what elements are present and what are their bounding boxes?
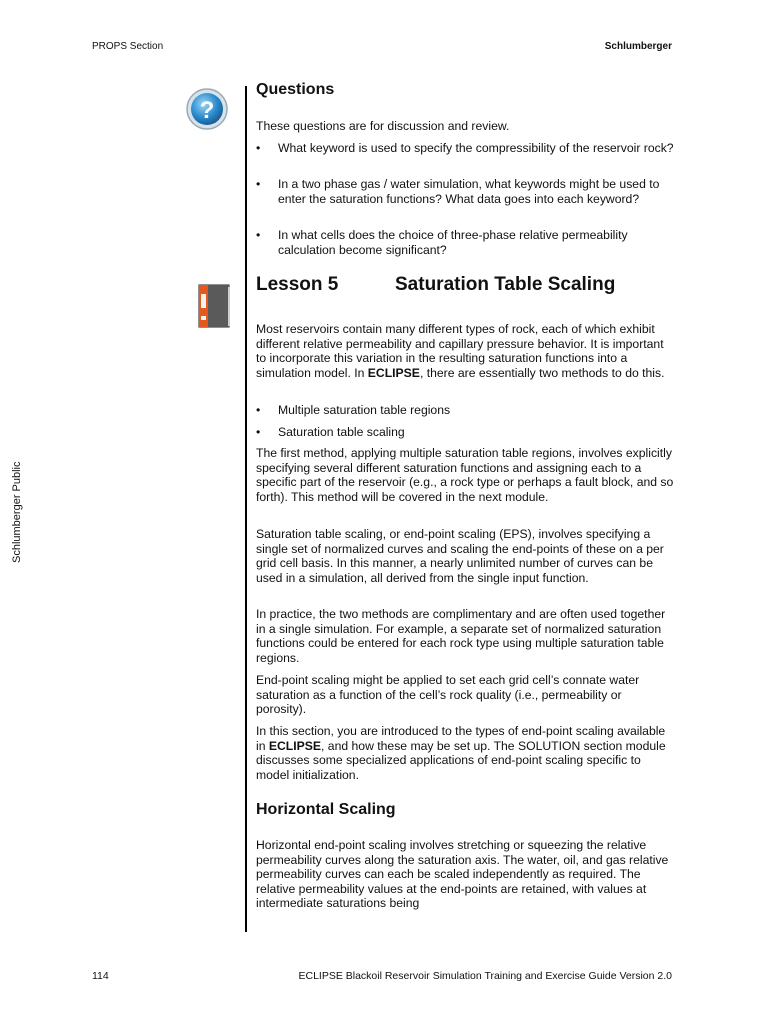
section-eclipse: ECLIPSE xyxy=(268,738,322,753)
intro-eclipse: ECLIPSE xyxy=(367,365,420,380)
questions-intro: These questions are for discussion and review. xyxy=(256,119,510,133)
side-label: Schlumberger Public xyxy=(11,461,23,563)
lesson-title: Saturation Table Scaling xyxy=(395,274,616,295)
lesson-number: Lesson 5 xyxy=(256,274,339,295)
book-icon xyxy=(195,282,233,330)
intro-text-end: , there are essentially two methods to do this. xyxy=(419,365,665,380)
lesson-intro xyxy=(256,322,674,380)
header-section: PROPS Section xyxy=(92,41,164,52)
question-mark-icon xyxy=(185,87,229,131)
para-endpoint: End-point scaling might be applied to set each grid cell’s connate water saturation as a function of the cell’s rock quality (i.e., permeability or porosity). xyxy=(256,673,640,717)
question-item: • In a two phase gas / water simulation, what keywords might be used to enter the saturation functions? What data goes into each keyword? xyxy=(256,177,674,206)
question-item: • In what cells does the choice of three-phase relative permeability calculation become significant? xyxy=(256,228,674,257)
lesson-heading xyxy=(256,274,616,295)
para-practice: In practice, the two methods are complimentary and are often used together in a single simulation. For example, a separate set of normalized saturation functions could be entered for each rock type using multiple saturation table regions. xyxy=(256,607,666,665)
questions-heading: Questions xyxy=(256,81,335,98)
question-item: • What keyword is used to specify the compressibility of the reservoir rock? xyxy=(256,141,674,156)
para-first-method: The first method, applying multiple saturation table regions, involves explicitly specifying several different saturation functions and assigning each to a specific part of the reservoir (e.g., a rock type or perhaps a fault block, and so forth). This method will be covered in the next module. xyxy=(256,446,674,504)
horizontal-heading: Horizontal Scaling xyxy=(256,801,396,818)
horizontal-para: Horizontal end-point scaling involves stretching or squeezing the relative permeability curves along the saturation axis. The water, oil, and gas relative permeability curves can each be scaled independently as required. The relative permeability values at the end-points are retained, with values at intermediate saturations being xyxy=(256,838,669,911)
method-item: • Multiple saturation table regions xyxy=(256,403,674,418)
para-eps: Saturation table scaling, or end-point scaling (EPS), involves specifying a single set of normalized curves and scaling the end-points of these on a per grid cell basis. In this manner, a nearly unlimited number of curves can be used in a simulation, all derived from the single input function. xyxy=(256,527,664,585)
section-text: In this section, you are introduced to the types of end-point scaling available in xyxy=(256,724,666,753)
svg-text:?: ? xyxy=(199,97,215,124)
page-number: 114 xyxy=(92,970,109,982)
section-text-end: , and how these may be set up. The SOLUTION section module discusses some specialized applications of end-point scaling specific to model initialization. xyxy=(256,738,666,782)
margin-rule xyxy=(245,86,247,932)
intro-text: Most reservoirs contain many different types of rock, each of which exhibit different relative permeability and capillary pressure behavior. It is important to incorporate this variation in the resulting saturation functions into a simulation model. In xyxy=(256,322,664,380)
footer-guide-title: ECLIPSE Blackoil Reservoir Simulation Training and Exercise Guide Version 2.0 xyxy=(298,970,672,982)
header-brand: Schlumberger xyxy=(604,41,672,52)
para-section xyxy=(256,724,674,782)
method-item: • Saturation table scaling xyxy=(256,425,674,440)
